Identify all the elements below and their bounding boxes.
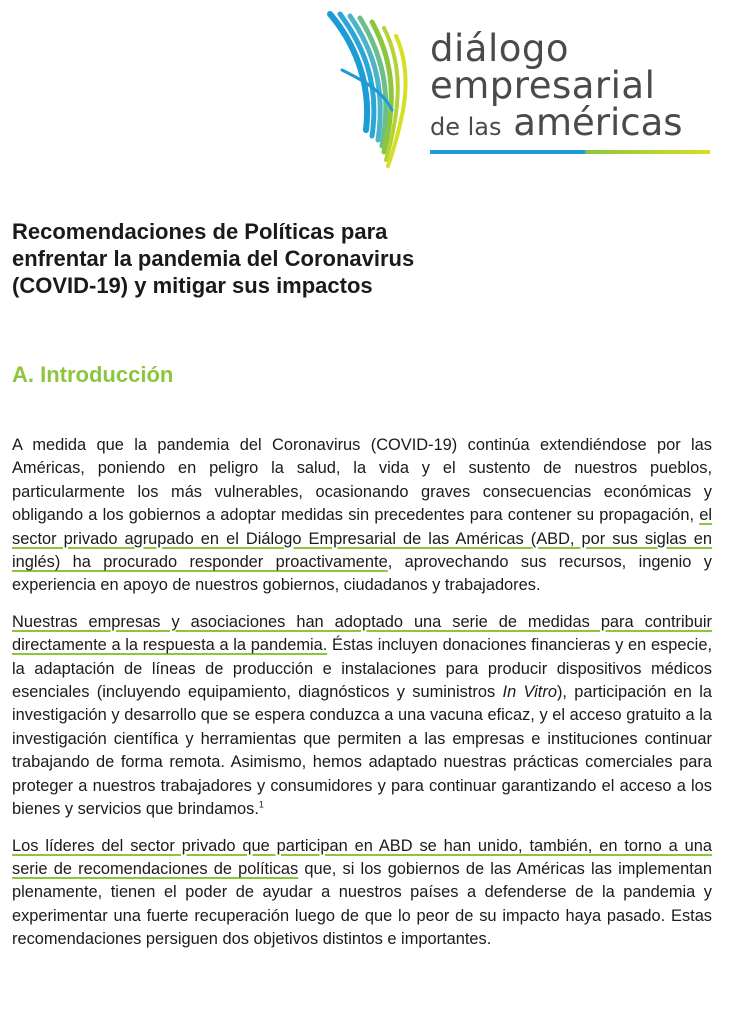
logo-line-3 (430, 101, 683, 146)
paragraph-3 (12, 835, 712, 952)
paragraph-1 (12, 434, 712, 598)
logo (322, 10, 714, 170)
paragraph-2 (12, 611, 712, 822)
logo-line-3-small: de las (430, 113, 502, 141)
p1-highlight: el sector privado agrupado en el Diálogo Empresarial de las Américas (ABD, por sus siglas en inglés) ha procurado responder proactivamente (12, 506, 712, 572)
logo-wordmark (430, 27, 683, 146)
logo-line-1: diálogo (430, 27, 569, 70)
logo-underline (430, 150, 710, 154)
p2-italic: In Vitro (502, 683, 557, 702)
p2-highlight: Nuestras empresas y asociaciones han adoptado una serie de medidas para contribuir directamente a la respuesta a la pandemia. (12, 612, 712, 655)
footnote-marker: 1 (258, 799, 264, 810)
p1-text-b: , aprovechando sus recursos, ingenio y experiencia en apoyo de nuestros gobiernos, ciudadanos y trabajadores. (12, 553, 712, 595)
logo-line-3-large: américas (513, 101, 683, 144)
page-title: Recomendaciones de Políticas para enfrentar la pandemia del Coronavirus (COVID-19) y mitigar sus impactos (12, 219, 415, 298)
section-heading: A. Introducción (12, 362, 174, 387)
americas-swoosh-icon (322, 10, 422, 168)
p2-text-b: ), participación en la investigación y desarrollo que se espera conduzca a una vacuna eficaz, y el acceso gratuito a la investigación científica y herramientas que permiten a las empresas e instituciones continuar trabajando de forma remota. Asimismo, hemos adaptado nuestras prácticas comerciales para proteger a nuestros trabajadores y consumidores y para continuar garantizando el acceso a los bienes y servicios que brindamos. (12, 683, 712, 819)
p2-text-a: Éstas incluyen donaciones financieras y en especie, la adaptación de líneas de producción e instalaciones para producir dispositivos médicos esenciales (incluyendo equipamiento, diagnósticos y suministros (12, 636, 712, 702)
p3-text-a: que, si los gobiernos de las Américas las implementan plenamente, tienen el poder de ayudar a nuestros países a defenderse de la pandemia y experimentar una fuerte recuperación luego de que lo peor de su impacto haya pasado. Estas recomendaciones persiguen dos objetivos distintos e importantes. (12, 859, 712, 949)
logo-line-2: empresarial (430, 64, 656, 107)
document-body (12, 434, 712, 965)
p3-highlight: Los líderes del sector privado que participan en ABD se han unido, también, en torno a una serie de recomendaciones de políticas (12, 836, 712, 878)
p1-text-a: A medida que la pandemia del Coronavirus (COVID-19) continúa extendiéndose por las Américas, poniendo en peligro la salud, la vida y el sustento de nuestros pueblos, particularmente los más vulnerables, ocasionando graves consecuencias económicas y obligando a los gobiernos a adoptar medidas sin precedentes para contener su propagación, (12, 436, 712, 525)
